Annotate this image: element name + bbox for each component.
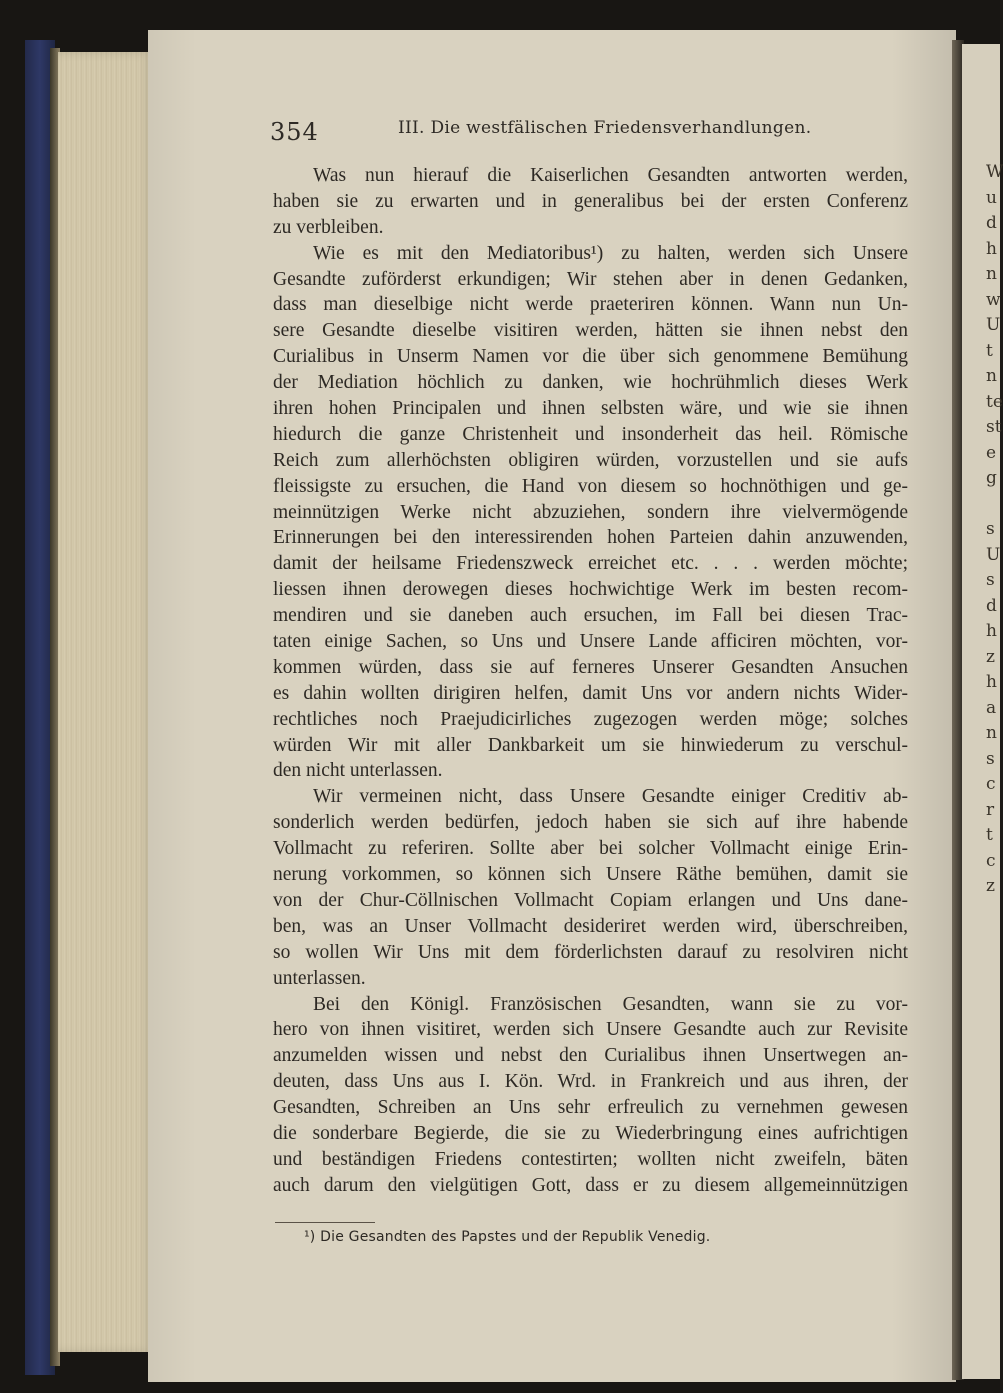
text-line: Curialibus in Unserm Namen vor die über sich genommene Bemühung: [273, 346, 908, 368]
adjacent-line-fragment: s: [986, 748, 995, 769]
text-line: damit der heilsame Friedenszweck erreichet etc. . . . werden möchte;: [273, 553, 908, 575]
adjacent-line-fragment: te: [986, 391, 1003, 412]
text-line: die sonderbare Begierde, die sie zu Wiederbringung eines aufrichtigen: [273, 1122, 908, 1144]
adjacent-line-fragment: d: [986, 595, 997, 616]
text-line: so wollen Wir Uns mit dem förderlichsten darauf zu resolviren nicht: [273, 941, 908, 963]
adjacent-line-fragment: w: [986, 289, 1001, 310]
adjacent-line-fragment: e: [986, 442, 997, 463]
text-line: Vollmacht zu referiren. Sollte aber bei solcher Vollmacht einige Erin-: [273, 838, 908, 860]
adjacent-line-fragment: W: [986, 162, 1003, 182]
footnote-rule: [275, 1222, 375, 1223]
text-line: kommen würden, dass sie auf ferneres Unserer Gesandten Ansuchen: [273, 656, 908, 678]
adjacent-line-fragment: U: [986, 544, 1001, 565]
text-line: Gesandten, Schreiben an Uns sehr erfreulich zu vernehmen gewesen: [273, 1097, 908, 1119]
page-number: 354: [270, 118, 319, 146]
text-line: Wir vermeinen nicht, dass Unsere Gesandte einiger Creditiv ab-: [313, 786, 908, 808]
text-line: ben, was an Unser Vollmacht desideriret werden wird, überschreiben,: [273, 915, 908, 937]
adjacent-line-fragment: a: [986, 697, 997, 718]
paragraph: [273, 241, 908, 785]
adjacent-line-fragment: h: [986, 672, 997, 692]
paragraph: [273, 163, 908, 241]
text-line: haben sie zu erwarten und in generalibus bei der ersten Conferenz: [273, 190, 908, 212]
adjacent-line-fragment: h: [986, 238, 997, 259]
text-line: der Mediation höchlich zu danken, wie hochrühmlich dieses Werk: [273, 372, 908, 394]
adjacent-line-fragment: r: [986, 799, 995, 820]
footnote: [304, 1229, 864, 1245]
adjacent-line-fragment: u: [986, 187, 997, 208]
text-line: hiedurch die ganze Christenheit und insonderheit das heil. Römische: [273, 423, 908, 445]
adjacent-line-fragment: U: [986, 315, 1001, 335]
text-line: Bei den Königl. Französischen Gesandten, wann sie zu vor-: [313, 993, 908, 1015]
text-line: unterlassen.: [273, 967, 366, 989]
text-line: ihren hohen Principalen und ihnen selbsten wäre, und wie sie ihnen: [273, 398, 908, 420]
adjacent-line-fragment: t: [986, 825, 993, 845]
text-line: mendiren und sie daneben auch ersuchen, im Fall bei diesen Trac-: [273, 605, 908, 627]
text-line: den nicht unterlassen.: [273, 760, 443, 782]
text-line: sonderlich werden bedürfen, jedoch haben sie sich auf ihre habende: [273, 812, 908, 834]
footnote-text: Die Gesandten des Papstes und der Republik Venedig.: [320, 1229, 711, 1245]
text-line: meinnützigen Werke nicht abzuziehen, sondern ihre vielvermögende: [273, 501, 908, 523]
text-line: rechtliches noch Praejudicirliches zugezogen werden möge; solches: [273, 708, 908, 730]
adjacent-line-fragment: n: [986, 264, 997, 284]
adjacent-line-fragment: c: [986, 850, 996, 871]
running-head: [270, 112, 910, 148]
adjacent-line-fragment: s: [986, 570, 995, 590]
adjacent-line-fragment: n: [986, 723, 997, 743]
paragraph: [273, 784, 908, 991]
text-line: auch darum den vielgütigen Gott, dass er zu diesem allgemeinnützigen: [273, 1174, 908, 1196]
text-line: Gesandte zuförderst erkundigen; Wir stehen aber in denen Gedanken,: [273, 268, 908, 290]
adjacent-line-fragment: n: [986, 366, 997, 386]
adjacent-line-fragment: d: [986, 213, 997, 233]
adjacent-line-fragment: g: [986, 468, 997, 488]
adjacent-line-fragment: t: [986, 340, 993, 361]
adjacent-line-fragment: z: [986, 646, 995, 667]
text-line: und beständigen Friedens contestirten; wollten nicht zweifeln, bäten: [273, 1148, 908, 1170]
text-line: liessen ihnen derowegen dieses hochwichtige Werk im besten recom-: [273, 579, 908, 601]
text-line: es dahin wollten dirigiren helfen, damit Uns vor andern nichts Wider-: [273, 682, 908, 704]
adjacent-line-fragment: c: [986, 774, 996, 794]
footnote-mark: ¹): [304, 1229, 316, 1245]
text-line: dass man dieselbige nicht werde praeteriren können. Wann nun Un-: [273, 294, 908, 316]
page-stack-edge: [58, 52, 153, 1352]
text-line: Wie es mit den Mediatoribus¹) zu halten, werden sich Unsere: [313, 242, 908, 264]
adjacent-line-fragment: [986, 492, 1000, 518]
text-line: nerung vorkommen, so können sich Unsere Räthe bemühen, damit sie: [273, 864, 908, 886]
text-line: von der Chur-Cöllnischen Vollmacht Copiam erlangen und Uns dane-: [273, 889, 908, 911]
text-line: fleissigste zu ersuchen, die Hand von diesem so hochnöthigen und ge-: [273, 475, 908, 497]
text-line: taten einige Sachen, so Uns und Unsere Lande afficiren möchten, vor-: [273, 631, 908, 653]
text-line: anzumelden wissen und nebst den Curialibus ihnen Unsertwegen an-: [273, 1045, 908, 1067]
text-line: sere Gesandte dieselbe visitiren werden, hätten sie ihnen nebst den: [273, 320, 908, 342]
body-text: [273, 163, 908, 1199]
text-line: Reich zum allerhöchsten obligiren würden, vorzustellen und sie aufs: [273, 449, 908, 471]
paragraph: [273, 992, 908, 1199]
text-line: deuten, dass Uns aus I. Kön. Wrd. in Frankreich und aus ihren, der: [273, 1071, 908, 1093]
adjacent-line-fragment: h: [986, 621, 997, 641]
chapter-title: III. Die westfälischen Friedensverhandlungen.: [398, 118, 812, 138]
text-line: Erinnerungen bei den interessirenden hohen Parteien dahin anzuwenden,: [273, 527, 908, 549]
text-line: Was nun hierauf die Kaiserlichen Gesandten antworten werden,: [313, 165, 908, 186]
adjacent-line-fragment: s: [986, 519, 995, 539]
adjacent-line-fragment: z: [986, 876, 995, 896]
text-line: hero von ihnen visitiret, werden sich Unsere Gesandte auch zur Revisite: [273, 1019, 908, 1041]
text-line: würden Wir mit aller Dankbarkeit um sie hinwiederum zu verschul-: [273, 734, 908, 756]
text-line: zu verbleiben.: [273, 216, 384, 238]
adjacent-page-fragments: [986, 160, 1003, 900]
adjacent-line-fragment: st: [986, 417, 1002, 437]
